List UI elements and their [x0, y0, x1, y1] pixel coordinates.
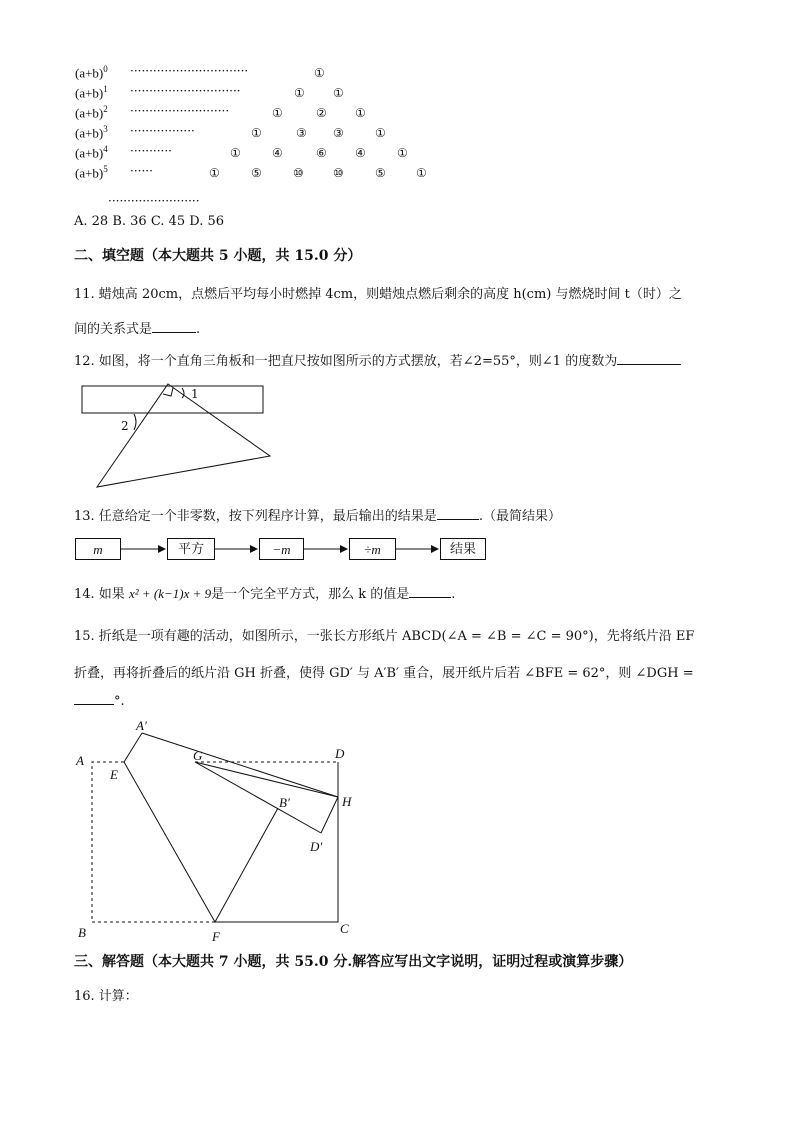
row-dots: ················· — [130, 124, 195, 138]
label-A-prime: A′ — [136, 718, 147, 733]
coefficient: ⑤ — [375, 166, 386, 180]
row-label: $(a+b)^4$ — [75, 144, 108, 161]
label-H: H — [342, 794, 352, 809]
q16-text: 16. 计算： — [74, 989, 138, 1004]
coefficient: ④ — [272, 146, 283, 160]
coefficient: ③ — [333, 126, 344, 140]
seg-D'H — [321, 797, 338, 833]
fold-GH — [195, 762, 338, 797]
fold-EF — [124, 762, 215, 922]
coefficient: ① — [294, 86, 305, 100]
coefficient: ⑥ — [316, 146, 327, 160]
coefficient: ⑩ — [333, 166, 344, 180]
label-B: B — [78, 925, 86, 940]
row-label: $(a+b)^1$ — [75, 84, 108, 101]
flow-box-divide-m: ÷m — [349, 538, 396, 560]
angle2-label: 2 — [121, 419, 129, 433]
q15-line3: °. — [74, 692, 125, 709]
row-label: $(a+b)^2$ — [75, 104, 108, 121]
coefficient: ① — [209, 166, 220, 180]
label-B-prime: B′ — [279, 795, 290, 810]
coefficient: ① — [397, 146, 408, 160]
label-C: C — [340, 921, 349, 936]
q11-line1: 11. 蜡烛高 20cm，点燃后平均每小时燃掉 4cm，则蜡烛点燃后剩余的高度 h(cm) 与燃烧时间 t（时）之 — [74, 287, 682, 302]
coefficient: ⑩ — [293, 166, 304, 180]
row-dots: ······························· — [130, 64, 249, 78]
coefficient: ① — [355, 106, 366, 120]
row-label: $(a+b)^0$ — [75, 64, 108, 81]
label-G: G — [193, 748, 203, 763]
flow-box-square: 平方 — [167, 538, 215, 560]
label-E: E — [110, 767, 118, 782]
q11-line2: 间的关系式是 . — [74, 322, 201, 337]
q13-text: 13. 任意给定一个非零数，按下列程序计算，最后输出的结果是 .（最简结果） — [74, 509, 561, 524]
seg-EA' — [124, 733, 142, 762]
coefficient: ① — [251, 126, 262, 140]
label-F: F — [212, 929, 220, 944]
q14-text: 14. 如果 x² + (k−1)x + 9是一个完全平方式，那么 k 的值是 . — [74, 586, 456, 602]
coefficient: ④ — [355, 146, 366, 160]
bottom-dots: ························ — [108, 194, 200, 208]
coefficient: ① — [416, 166, 427, 180]
q15-line1: 15. 折纸是一项有趣的活动，如图所示，一张长方形纸片 ABCD(∠A = ∠B = ∠C = 90°)，先将纸片沿 EF — [74, 629, 695, 644]
coefficient: ① — [333, 86, 344, 100]
row-dots: ······ — [130, 164, 153, 178]
seg-GD' — [195, 762, 321, 833]
label-D-prime: D′ — [310, 839, 323, 854]
coefficient: ③ — [296, 126, 307, 140]
flow-box-minus-m: −m — [259, 538, 304, 560]
answer-options: A. 28 B. 36 C. 45 D. 56 — [74, 214, 225, 229]
dashed-rect-left — [92, 762, 215, 922]
row-label: $(a+b)^5$ — [75, 164, 108, 181]
row-dots: ·························· — [130, 104, 230, 118]
coefficient: ① — [230, 146, 241, 160]
q12-text: 12. 如图，将一个直角三角板和一把直尺按如图所示的方式摆放，若∠2=55°，则∠1 的度数为 — [74, 350, 681, 369]
row-dots: ····························· — [130, 84, 241, 98]
label-A: A — [76, 753, 84, 768]
coefficient: ① — [272, 106, 283, 120]
seg-FB' — [215, 808, 278, 922]
angle1-label: 1 — [191, 387, 199, 401]
flow-box-result: 结果 — [440, 538, 486, 560]
flow-box-input: m — [75, 538, 121, 560]
section-heading: 三、解答题（本大题共 7 小题，共 55.0 分.解答应写出文字说明，证明过程或演算步骤） — [74, 954, 633, 970]
coefficient: ② — [316, 106, 327, 120]
row-label: $(a+b)^3$ — [75, 124, 108, 141]
label-D: D — [335, 746, 345, 761]
q15-line2: 折叠，再将折叠后的纸片沿 GH 折叠，使得 GD′ 与 A′B′ 重合，展开纸片后若 ∠BFE = 62°，则 ∠DGH = — [74, 666, 694, 681]
section-heading: 二、填空题（本大题共 5 小题，共 15.0 分） — [74, 248, 362, 264]
coefficient: ① — [314, 66, 325, 80]
coefficient: ① — [375, 126, 386, 140]
coefficient: ⑤ — [251, 166, 262, 180]
row-dots: ··········· — [130, 144, 172, 158]
